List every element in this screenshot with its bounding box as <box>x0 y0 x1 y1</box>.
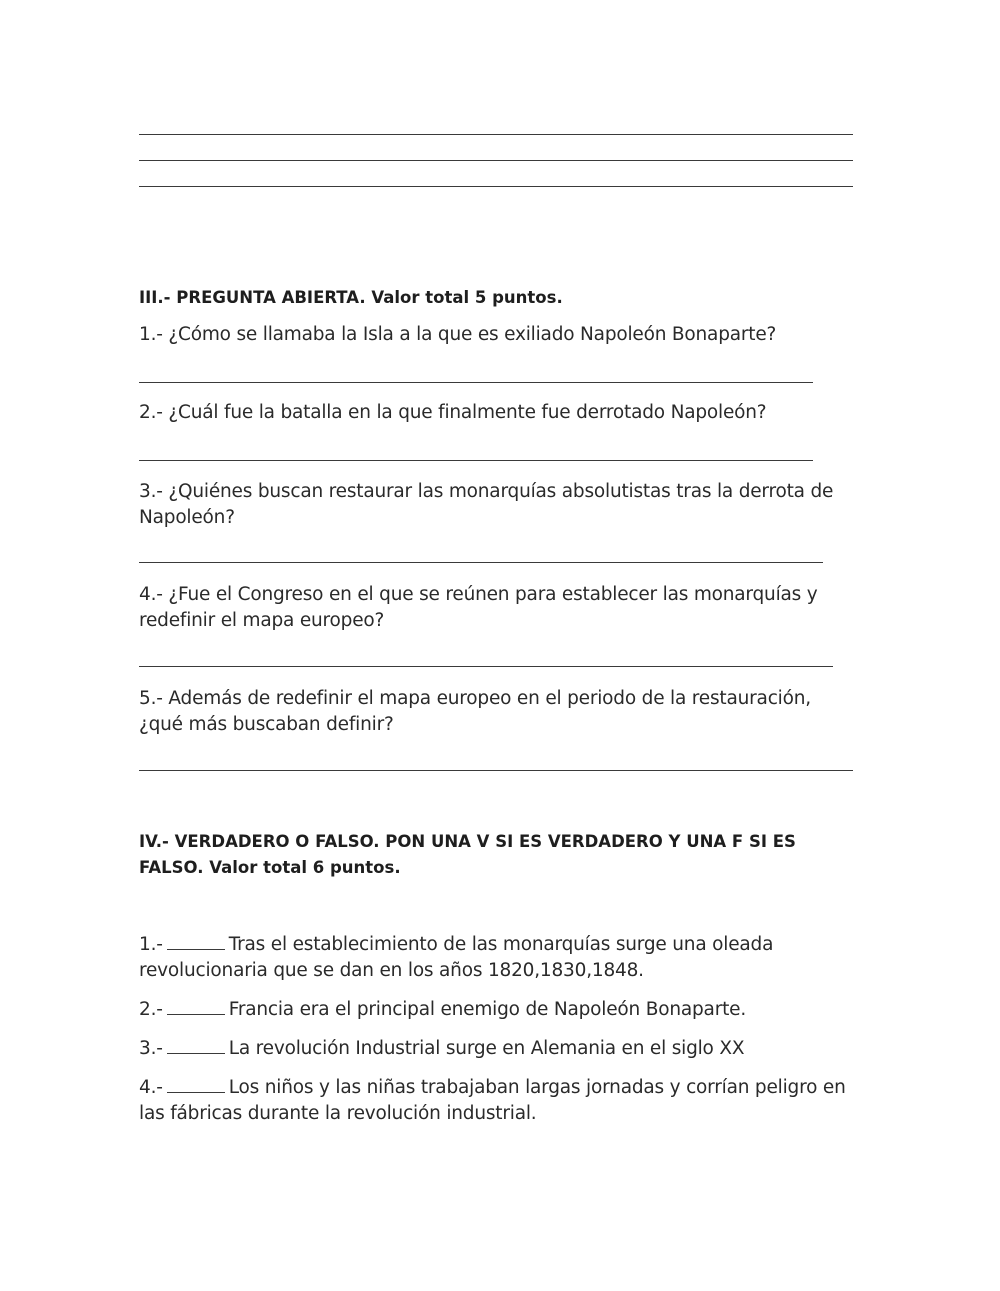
tf-item-number: 3.- <box>139 1038 163 1059</box>
section-4-heading: IV.- VERDADERO O FALSO. PON UNA V SI ES VERDADERO Y UNA F SI ES FALSO. Valor total 6 puntos. <box>139 832 796 877</box>
tf-item-number: 1.- <box>139 934 163 955</box>
tf-item-text: Tras el establecimiento de las monarquías surge una oleada revolucionaria que se dan en los años 1820,1830,1848. <box>139 934 774 981</box>
tf-item-text: La revolución Industrial surge en Alemania en el siglo XX <box>228 1038 745 1059</box>
answer-line-q2[interactable] <box>139 460 813 461</box>
tf-item-2 <box>139 997 859 1023</box>
tf-answer-blank[interactable] <box>167 998 225 1015</box>
tf-answer-blank[interactable] <box>167 1037 225 1054</box>
open-question-3: 3.- ¿Quiénes buscan restaurar las monarquías absolutistas tras la derrota de Napoleón? <box>139 481 834 528</box>
answer-line-top-1[interactable] <box>139 134 853 135</box>
tf-item-number: 2.- <box>139 999 163 1020</box>
answer-line-top-3[interactable] <box>139 186 853 187</box>
open-question-2: 2.- ¿Cuál fue la batalla en la que finalmente fue derrotado Napoleón? <box>139 402 767 423</box>
tf-item-4 <box>139 1075 859 1127</box>
tf-item-3 <box>139 1036 859 1062</box>
answer-line-q5[interactable] <box>139 770 853 771</box>
tf-item-text: Francia era el principal enemigo de Napoleón Bonaparte. <box>228 999 747 1020</box>
open-question-1: 1.- ¿Cómo se llamaba la Isla a la que es exiliado Napoleón Bonaparte? <box>139 324 777 345</box>
tf-item-number: 4.- <box>139 1077 163 1098</box>
tf-answer-blank[interactable] <box>167 933 225 950</box>
answer-line-q4[interactable] <box>139 666 833 667</box>
open-question-4: 4.- ¿Fue el Congreso en el que se reúnen para establecer las monarquías y redefinir el mapa europeo? <box>139 584 818 631</box>
tf-answer-blank[interactable] <box>167 1076 225 1093</box>
answer-line-top-2[interactable] <box>139 160 853 161</box>
answer-line-q1[interactable] <box>139 382 813 383</box>
answer-line-q3[interactable] <box>139 562 823 563</box>
section-3-heading: III.- PREGUNTA ABIERTA. Valor total 5 puntos. <box>139 288 563 307</box>
tf-item-1 <box>139 932 859 984</box>
open-question-5: 5.- Además de redefinir el mapa europeo en el periodo de la restauración, ¿qué más buscaban definir? <box>139 688 811 735</box>
tf-item-text: Los niños y las niñas trabajaban largas jornadas y corrían peligro en las fábricas durante la revolución industrial. <box>139 1077 846 1124</box>
